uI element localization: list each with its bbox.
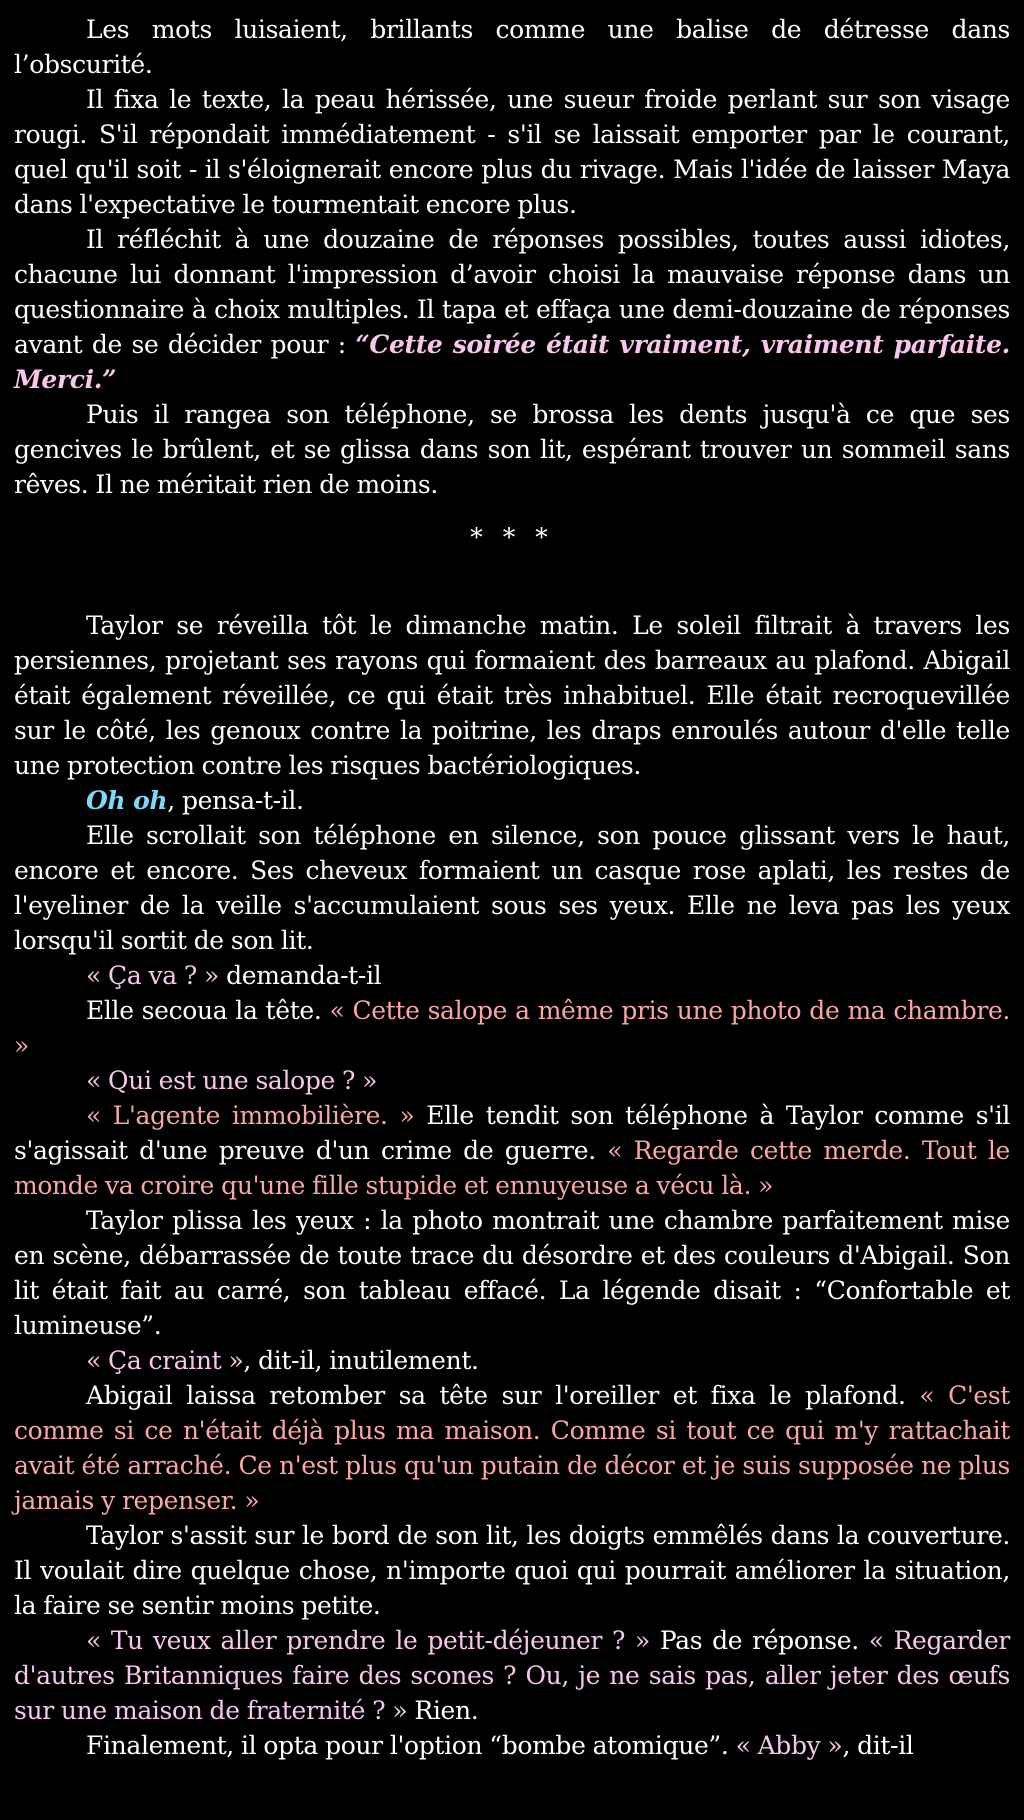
paragraph-text: Il réfléchit à une douzaine de réponses possibles, toutes aussi idiotes, chacune lui donnant l'impression d’avoir choisi la mauvaise réponse dans un questionnaire à choix multiples. Il tapa et effaça une demi-douzaine de réponses avant de se décider pour : xyxy=(14,225,1010,359)
paragraph xyxy=(14,1343,1010,1378)
abigail-dialogue: « C'est comme si ce n'était déjà plus ma maison. Comme si tout ce qui m'y rattachait avait été arraché. Ce n'est plus qu'un putain de décor et je suis supposée ne plus jamais y repenser. » xyxy=(14,1381,1011,1515)
paragraph xyxy=(14,1098,1010,1203)
paragraph-text: Elle secoua la tête. xyxy=(86,996,330,1025)
abigail-dialogue: « Cette salope a même pris une photo de ma chambre. » xyxy=(14,996,1011,1060)
paragraph-text: Elle tendit son téléphone à Taylor comme s'il s'agissait d'une preuve d'un crime de guerre. xyxy=(14,1101,1010,1165)
scene-separator xyxy=(14,502,1010,608)
paragraph xyxy=(14,1728,1010,1763)
paragraph-text: Les mots luisaient, brillants comme une balise de détresse dans l’obscurité. xyxy=(14,15,1010,79)
separator-text: * * * xyxy=(470,523,554,552)
paragraph xyxy=(14,1203,1010,1343)
paragraph-text: Rien. xyxy=(407,1696,479,1725)
paragraph-text: Taylor plissa les yeux : la photo montrait une chambre parfaitement mise en scène, débarrassée de toute trace du désordre et des couleurs d'Abigail. Son lit était fait au carré, son tableau effacé. La légende disait : “Confortable et lumineuse”. xyxy=(14,1206,1010,1340)
abigail-dialogue: « Regarde cette merde. Tout le monde va croire qu'une fille stupide et ennuyeuse a vécu là. » xyxy=(14,1136,1010,1200)
paragraph-text: Elle scrollait son téléphone en silence, son pouce glissant vers le haut, encore et encore. Ses cheveux formaient un casque rose aplati, les restes de l'eyeliner de la veille s'accumulaient sous ses yeux. Elle ne leva pas les yeux lorsqu'il sortit de son lit. xyxy=(14,821,1010,955)
paragraph-text: Finalement, il opta pour l'option “bombe atomique”. xyxy=(86,1731,736,1760)
paragraph-text: , dit-il xyxy=(842,1731,914,1760)
inner-thought: Oh oh xyxy=(86,786,168,815)
paragraph-text: Taylor se réveilla tôt le dimanche matin. Le soleil filtrait à travers les persiennes, projetant ses rayons qui formaient des barreaux au plafond. Abigail était également réveillée, ce qui était très inhabituel. Elle était recroquevillée sur le côté, les genoux contre la poitrine, les draps enroulés autour d'elle telle une protection contre les risques bactériologiques. xyxy=(14,611,1010,780)
paragraph-text: demanda-t-il xyxy=(219,961,382,990)
paragraph-text: Abigail laissa retomber sa tête sur l'oreiller et fixa le plafond. xyxy=(86,1381,920,1410)
taylor-dialogue: « Ça craint » xyxy=(86,1346,244,1375)
paragraph xyxy=(14,783,1010,818)
paragraph xyxy=(14,12,1010,82)
paragraph-text: Pas de réponse. xyxy=(649,1626,869,1655)
paragraph-text: Taylor s'assit sur le bord de son lit, les doigts emmêlés dans la couverture. Il voulait dire quelque chose, n'importe quoi qui pourrait améliorer la situation, la faire se sentir moins petite. xyxy=(14,1521,1010,1620)
taylor-dialogue: « Abby » xyxy=(735,1731,843,1760)
paragraph xyxy=(14,82,1010,222)
paragraph xyxy=(14,993,1010,1063)
paragraph xyxy=(14,1063,1010,1098)
taylor-dialogue: « Regarder d'autres Britanniques faire des scones ? Ou, je ne sais pas, aller jeter des œufs sur une maison de fraternité ? » xyxy=(14,1626,1011,1725)
paragraph xyxy=(14,222,1010,397)
paragraph xyxy=(14,397,1010,502)
paragraph-text: Puis il rangea son téléphone, se brossa les dents jusqu'à ce que ses gencives le brûlent, et se glissa dans son lit, espérant trouver un sommeil sans rêves. Il ne méritait rien de moins. xyxy=(14,400,1010,499)
paragraph xyxy=(14,608,1010,783)
paragraph xyxy=(14,1623,1010,1728)
taylor-dialogue: « Ça va ? » xyxy=(86,961,219,990)
paragraph xyxy=(14,818,1010,958)
abigail-dialogue: « L'agente immobilière. » xyxy=(86,1101,415,1130)
paragraph xyxy=(14,1378,1010,1518)
text-message: “Cette soirée était vraiment, vraiment parfaite. Merci.” xyxy=(14,330,1010,394)
paragraph-text: Il fixa le texte, la peau hérissée, une sueur froide perlant sur son visage rougi. S'il répondait immédiatement - s'il se laissait emporter par le courant, quel qu'il soit - il s'éloignerait encore plus du rivage. Mais l'idée de laisser Maya dans l'expectative le tourmentait encore plus. xyxy=(14,85,1010,219)
paragraph xyxy=(14,1518,1010,1623)
paragraph-text: , pensa-t-il. xyxy=(167,786,304,815)
taylor-dialogue: « Tu veux aller prendre le petit-déjeuner ? » xyxy=(86,1626,650,1655)
taylor-dialogue: « Qui est une salope ? » xyxy=(86,1066,378,1095)
document-page xyxy=(14,12,1010,1763)
paragraph-text: , dit-il, inutilement. xyxy=(243,1346,479,1375)
paragraph xyxy=(14,958,1010,993)
